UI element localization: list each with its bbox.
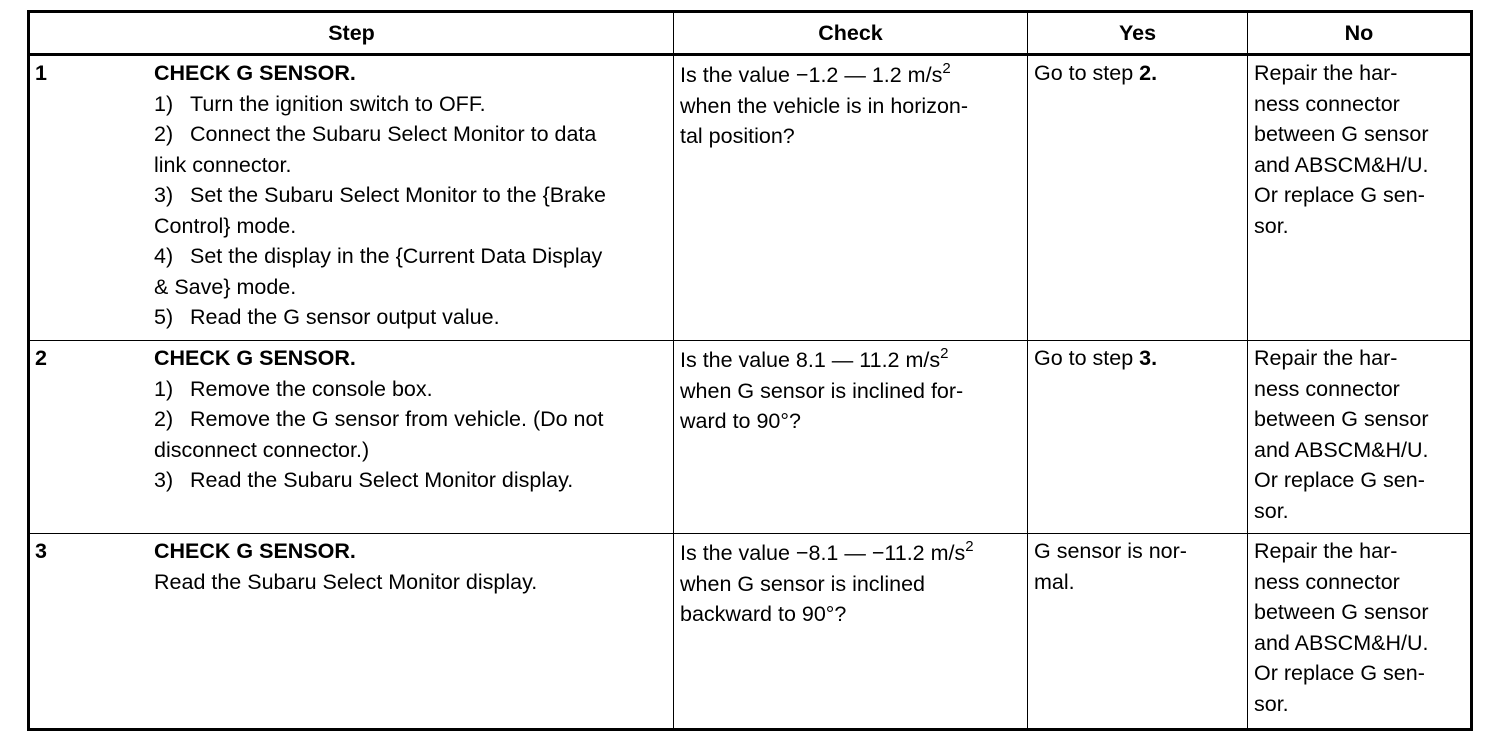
step-title: CHECK G SENSOR. (154, 61, 356, 85)
step-cell (29, 341, 674, 534)
step-instruction: 4) Set the display in the {Current Data Display (154, 244, 603, 268)
step-instruction-cont: & Save} mode. (154, 274, 297, 299)
check-cell: Is the value −1.2 — 1.2 $m/s^2$ when the vehicle is in horizon- tal position? (674, 55, 1028, 341)
table-row (29, 534, 1472, 730)
header-check: Check (674, 12, 1028, 55)
step-instruction: 2) Connect the Subaru Select Monitor to data (154, 122, 597, 146)
step-instruction-cont: Control} mode. (154, 213, 297, 238)
goto-step-ref: 3. (1139, 346, 1158, 370)
step-number: 2 (35, 346, 47, 370)
step-cell (29, 534, 674, 730)
yes-cell: Go to step 3. (1028, 341, 1248, 534)
step-title: CHECK G SENSOR. (154, 539, 356, 563)
table-row (29, 55, 1472, 341)
no-cell: Repair the har- ness connector between G sensor and ABSCM&H/U. Or replace G sen- sor. (1248, 55, 1472, 341)
header-step: Step (29, 12, 674, 55)
step-instruction: 3) Read the Subaru Select Monitor display. (154, 468, 574, 492)
check-cell: Is the value −8.1 — −11.2 $m/s^2$ when G sensor is inclined backward to 90°? (674, 534, 1028, 730)
diagnostic-table (27, 10, 1473, 731)
step-title: CHECK G SENSOR. (154, 346, 356, 370)
step-instruction: 1) Remove the console box. (154, 376, 433, 401)
yes-cell: Go to step 2. (1028, 55, 1248, 341)
step-cell (29, 55, 674, 341)
no-cell: Repair the har- ness connector between G sensor and ABSCM&H/U. Or replace G sen- sor. (1248, 534, 1472, 730)
step-number: 1 (35, 61, 47, 85)
step-number: 3 (35, 539, 47, 563)
check-cell: Is the value 8.1 — 11.2 $m/s^2$ when G sensor is inclined for- ward to 90°? (674, 341, 1028, 534)
step-instruction: Read the Subaru Select Monitor display. (154, 569, 538, 594)
header-no: No (1248, 12, 1472, 55)
step-instruction: 3) Set the Subaru Select Monitor to the {Brake (154, 183, 606, 207)
step-instruction: 2) Remove the G sensor from vehicle. (Do not (154, 407, 604, 431)
yes-cell: G sensor is nor- mal. (1028, 534, 1248, 730)
step-instruction: 5) Read the G sensor output value. (154, 305, 500, 329)
header-row (29, 12, 1472, 55)
no-cell: Repair the har- ness connector between G sensor and ABSCM&H/U. Or replace G sen- sor. (1248, 341, 1472, 534)
header-yes: Yes (1028, 12, 1248, 55)
goto-step-ref: 2. (1139, 61, 1158, 85)
step-instruction-cont: disconnect connector.) (154, 437, 370, 462)
step-instruction: 1) Turn the ignition switch to OFF. (154, 91, 486, 116)
table-row (29, 341, 1472, 534)
step-instruction-cont: link connector. (154, 152, 292, 177)
